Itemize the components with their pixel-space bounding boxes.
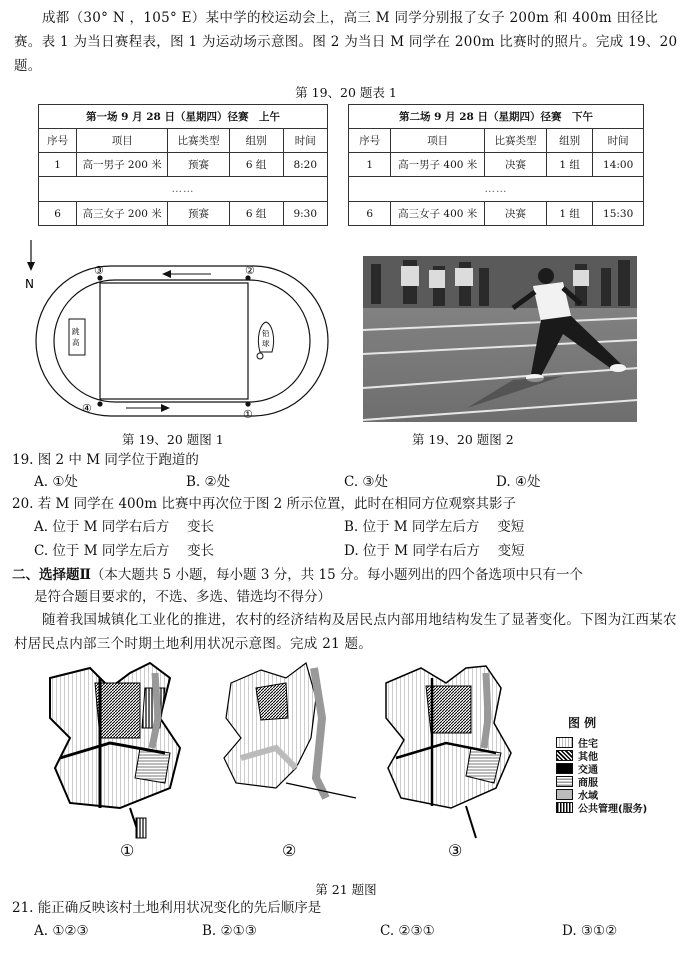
- north-label: N: [25, 277, 34, 291]
- legend-item-other: [556, 750, 647, 761]
- q19-stem: 19. 图 2 中 M 同学位于跑道的: [12, 452, 199, 468]
- legend-label: 商服: [578, 778, 598, 789]
- q19-option-c[interactable]: C. ③处: [344, 474, 389, 490]
- col-header: 序号: [349, 129, 391, 153]
- field: [100, 283, 248, 399]
- direction-arrow: [162, 270, 171, 278]
- cell: 预赛: [168, 153, 230, 177]
- legend-item-commercial: [556, 776, 647, 787]
- cell: 6 组: [229, 153, 283, 177]
- legend: [556, 714, 647, 815]
- ellipsis: ……: [39, 177, 328, 202]
- cell: 14:00: [593, 153, 644, 177]
- cell: 1 组: [547, 202, 593, 226]
- schedule-table-afternoon: [348, 104, 644, 226]
- point-2: ②: [245, 264, 255, 277]
- cell: 高三女子 400 米: [391, 202, 485, 226]
- cell: 决赛: [484, 153, 546, 177]
- q21-option-d[interactable]: D. ③①②: [562, 923, 618, 939]
- map-label-2: ②: [282, 841, 297, 858]
- table-row: [39, 202, 328, 226]
- legend-item-public: [556, 802, 647, 813]
- section2-desc: （本大题共 5 小题，每小题 3 分，共 15 分。每小题列出的四个备选项中只有一个: [90, 567, 583, 583]
- section2-heading: [12, 564, 680, 586]
- legend-label: 住宅: [578, 739, 598, 750]
- public-swatch: [556, 802, 573, 813]
- track-outer: [36, 266, 328, 416]
- fig21-caption: 第 21 题图: [315, 882, 377, 897]
- q20-option-c[interactable]: C. 位于 M 同学左后方 变长: [34, 543, 215, 559]
- legend-title: 图 例: [568, 716, 597, 730]
- ellipsis: ……: [349, 177, 644, 202]
- cell: 决赛: [484, 202, 546, 226]
- q21-stem: 21. 能正确反映该村土地利用状况变化的先后顺序是: [12, 900, 322, 916]
- high-jump-label-1: 跳: [72, 327, 80, 336]
- col-header: 项目: [77, 129, 168, 153]
- high-jump-label-2: 高: [72, 338, 80, 347]
- col-header: 组别: [229, 129, 283, 153]
- track-diagram: [16, 234, 336, 424]
- legend-item-residential: [556, 737, 647, 748]
- cell: 15:30: [593, 202, 644, 226]
- q21-option-c[interactable]: C. ②③①: [380, 923, 435, 939]
- table-row: [39, 153, 328, 177]
- cell: 6 组: [229, 202, 283, 226]
- legend-item-traffic: [556, 763, 647, 774]
- cell: 预赛: [168, 202, 230, 226]
- q19-option-b[interactable]: B. ②处: [186, 474, 231, 490]
- cell: 高一男子 200 米: [77, 153, 168, 177]
- col-header: 组别: [547, 129, 593, 153]
- direction-arrow: [161, 404, 170, 412]
- cell: 9:30: [283, 202, 327, 226]
- legend-label: 交通: [578, 765, 598, 776]
- q20-option-a[interactable]: A. 位于 M 同学右后方 变长: [34, 519, 215, 535]
- cell: 8:20: [283, 153, 327, 177]
- landuse-map-1: [40, 658, 220, 858]
- q21-option-a[interactable]: A. ①②③: [34, 923, 89, 939]
- col-header: 比赛类型: [168, 129, 230, 153]
- legend-label: 水域: [578, 791, 598, 802]
- shot-put-label-2: 球: [262, 339, 270, 348]
- col-header: 比赛类型: [484, 129, 546, 153]
- intro21-paragraph: 随着我国城镇化工业化的推进，农村的经济结构及居民点内部用地结构发生了显著变化。下图为江西某农村居民点内部三个时期土地利用状况示意图。完成 21 题。: [14, 612, 677, 652]
- residential-swatch: [556, 737, 573, 748]
- legend-item-water: [556, 789, 647, 800]
- cell: 6: [349, 202, 391, 226]
- high-jump-area: [69, 319, 85, 355]
- cell: 1 组: [547, 153, 593, 177]
- section2-desc-2: 是符合题目要求的，不选、多选、错选均不得分）: [34, 589, 331, 605]
- map-label-1: ①: [120, 841, 135, 858]
- runner-photo: [363, 256, 637, 422]
- table-caption: 第 19、20 题表 1: [295, 85, 397, 100]
- track-inner: [54, 280, 310, 402]
- cell: 1: [39, 153, 77, 177]
- map-label-3: ③: [448, 841, 463, 858]
- q21-option-b[interactable]: B. ②①③: [202, 923, 257, 939]
- legend-label: 公共管理(服务): [578, 804, 648, 815]
- q19-option-d[interactable]: D. ④处: [496, 474, 541, 490]
- north-arrow-head: [27, 262, 35, 271]
- cell: 高一男子 400 米: [391, 153, 485, 177]
- landuse-map-3: [376, 658, 536, 858]
- table-title: 第一场 9 月 28 日（星期四）径赛 上午: [39, 105, 328, 129]
- commercial-swatch: [556, 776, 573, 787]
- intro-paragraph: 成都（30° N ，105° E）某中学的校运动会上，高三 M 同学分别报了女子 200m 和 400m 田径比赛。表 1 为当日赛程表，图 1 为运动场示意图。图 2 为当日 M 同学在 200m 比赛时的照片。完成 19、20 题。: [14, 10, 678, 74]
- col-header: 项目: [391, 129, 485, 153]
- schedule-table-morning: [38, 104, 328, 226]
- q19-option-a[interactable]: A. ①处: [34, 474, 78, 490]
- cell: 高三女子 200 米: [77, 202, 168, 226]
- legend-label: 其他: [578, 752, 598, 763]
- q20-option-b[interactable]: B. 位于 M 同学左后方 变短: [344, 519, 525, 535]
- fig2-caption: 第 19、20 题图 2: [412, 432, 514, 447]
- col-header: 时间: [593, 129, 644, 153]
- col-header: 时间: [283, 129, 327, 153]
- q20-option-d[interactable]: D. 位于 M 同学右后方 变短: [344, 543, 525, 559]
- table-row: [349, 202, 644, 226]
- landuse-map-2: [216, 658, 366, 858]
- table-row: [349, 153, 644, 177]
- q20-stem: 20. 若 M 同学在 400m 比赛中再次位于图 2 所示位置，此时在相同方位观察其影子: [12, 496, 516, 512]
- traffic-swatch: [556, 763, 573, 774]
- section2-title: 二、选择题Ⅱ: [12, 567, 91, 583]
- water-swatch: [556, 789, 573, 800]
- point-3: ③: [94, 264, 104, 277]
- table-title: 第二场 9 月 28 日（星期四）径赛 下午: [349, 105, 644, 129]
- point-1: ①: [243, 408, 253, 421]
- fig1-caption: 第 19、20 题图 1: [122, 432, 224, 447]
- col-header: 序号: [39, 129, 77, 153]
- cell: 6: [39, 202, 77, 226]
- shot-put-label-1: 铅: [262, 329, 270, 338]
- cell: 1: [349, 153, 391, 177]
- point-4: ④: [82, 402, 92, 415]
- other-swatch: [556, 750, 573, 761]
